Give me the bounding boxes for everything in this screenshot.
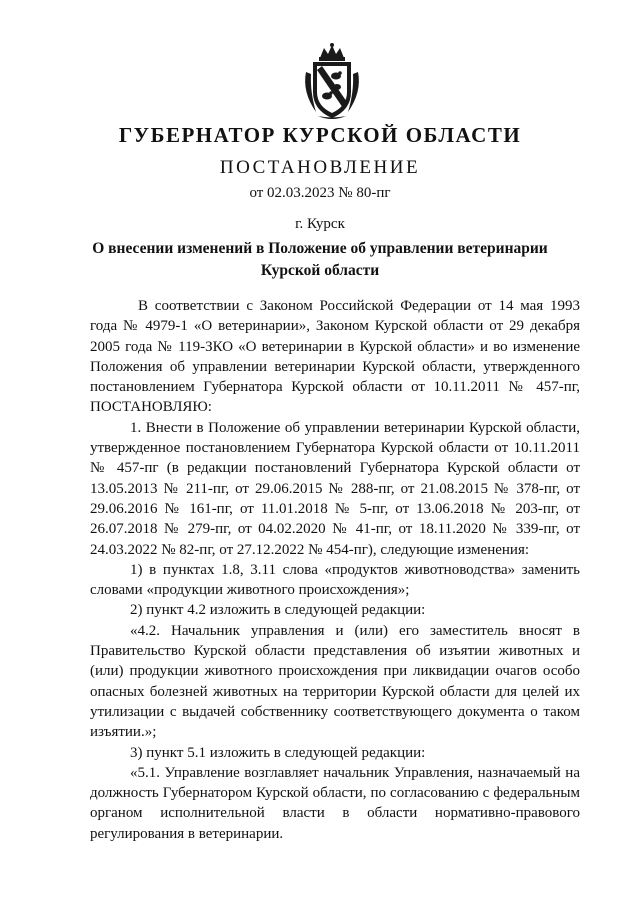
- document-subject: [0, 238, 640, 282]
- kursk-oblast-coat-of-arms-icon: [296, 42, 368, 122]
- city-name: г. Курск: [295, 216, 345, 232]
- subject-line-2: Курской области: [260, 262, 380, 279]
- document-body: [90, 296, 580, 844]
- item-1-paragraph: 1. Внести в Положение об управлении ветеринарии Курской области, утвержденное постановлением Губернатора Курской области от 10.11.2011 № 457-пг (в редакции постановлений Губернатора Курской области от 13.05.2013 № 211-пг, от 29.06.2015 № 288-пг, от 21.08.2015 № 378-пг, от 29.06.2016 № 161-пг, от 11.01.2018 № 5-пг, от 13.06.2018 № 203-пг, от 26.07.2018 № 279-пг, от 04.02.2020 № 41-пг, от 18.11.2020 № 339-пг, от 24.03.2022 № 82-пг, от 27.12.2022 № 454-пг), следующие изменения:: [90, 419, 580, 558]
- document-number-date: от 02.03.2023 № 80-пг: [249, 185, 391, 201]
- subject-line-1: О внесении изменений в Положение об управлении ветеринарии: [92, 240, 548, 257]
- subitem-1-paragraph: 1) в пунктах 1.8, 3.11 слова «продуктов животноводства» заменить словами «продукции животного происхождения»;: [90, 561, 580, 599]
- preamble-paragraph: В соответствии с Законом Российской Федерации от 14 мая 1993 года № 4979-1 «О ветеринарии», Законом Курской области от 29 декабря 2005 года № 119-ЗКО «О ветеринарии в Курской области» и во изменение Положения об управлении ветеринарии Курской области, утвержденного постановлением Губернатора Курской области от 10.11.2011 № 457-пг, ПОСТАНОВЛЯЮ:: [90, 298, 580, 416]
- subitem-3-paragraph: 3) пункт 5.1 изложить в следующей редакции:: [130, 744, 426, 761]
- clause-5-1-quote: «5.1. Управление возглавляет начальник Управления, назначаемый на должность Губернатором Курской области, по согласованию с федеральным органом исполнительной власти в области нормативно-правового регулирования в ветеринарии.: [90, 764, 580, 842]
- authority-title: ГУБЕРНАТОР КУРСКОЙ ОБЛАСТИ: [118, 123, 522, 147]
- clause-4-2-quote: «4.2. Начальник управления и (или) его заместитель вносят в Правительство Курской области представления об изъятии животных и (или) продукции животного происхождения при ликвидации очагов особо опасных болезней животных на территории Курской области для целей их утилизации с выдачей собственнику соответствующего документа о таком изъятии.»;: [90, 622, 580, 741]
- subitem-2-paragraph: 2) пункт 4.2 изложить в следующей редакции:: [130, 602, 426, 619]
- document-type: ПОСТАНОВЛЕНИЕ: [219, 157, 421, 178]
